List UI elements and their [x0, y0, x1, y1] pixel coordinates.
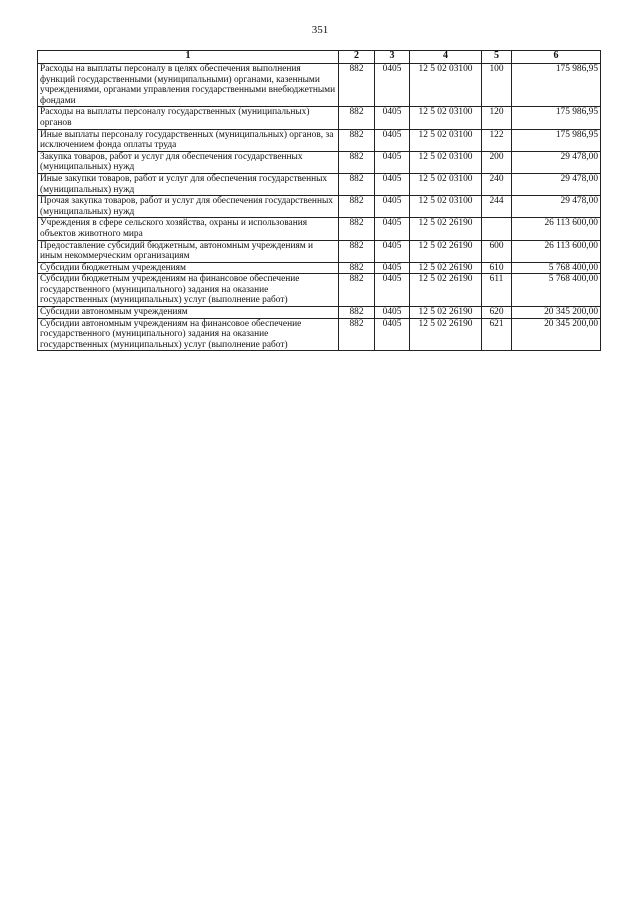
table-row [38, 173, 601, 195]
row-type-cell: 240 [482, 173, 512, 195]
row-amount-cell: 5 768 400,00 [512, 262, 601, 274]
row-type-cell: 122 [482, 129, 512, 151]
row-section-cell: 0405 [375, 151, 410, 173]
row-code-cell: 882 [339, 274, 375, 307]
row-target-cell: 12 5 02 03100 [410, 196, 482, 218]
table-header-row [38, 51, 601, 64]
row-target-cell: 12 5 02 26190 [410, 307, 482, 319]
row-section-cell: 0405 [375, 318, 410, 351]
row-code-cell: 882 [339, 318, 375, 351]
row-target-cell: 12 5 02 03100 [410, 173, 482, 195]
row-name-cell: Субсидии автономным учреждениям [38, 307, 339, 319]
table-row [38, 64, 601, 107]
table-row [38, 262, 601, 274]
row-type-cell: 244 [482, 196, 512, 218]
row-name-cell: Иные закупки товаров, работ и услуг для обеспечения государственных (муниципальных) нужд [38, 173, 339, 195]
row-name-cell: Учреждения в сфере сельского хозяйства, охраны и использования объектов животного мира [38, 218, 339, 240]
row-target-cell: 12 5 02 03100 [410, 129, 482, 151]
row-amount-cell: 20 345 200,00 [512, 318, 601, 351]
table-row [38, 218, 601, 240]
row-type-cell: 611 [482, 274, 512, 307]
row-amount-cell: 26 113 600,00 [512, 218, 601, 240]
row-target-cell: 12 5 02 26190 [410, 218, 482, 240]
row-amount-cell: 26 113 600,00 [512, 240, 601, 262]
table-row [38, 318, 601, 351]
row-section-cell: 0405 [375, 307, 410, 319]
table-body [38, 64, 601, 351]
row-code-cell: 882 [339, 64, 375, 107]
column-header: 3 [375, 51, 410, 64]
page-number: 351 [311, 24, 329, 36]
row-section-cell: 0405 [375, 196, 410, 218]
row-target-cell: 12 5 02 03100 [410, 151, 482, 173]
row-section-cell: 0405 [375, 274, 410, 307]
column-header: 1 [38, 51, 339, 64]
row-code-cell: 882 [339, 129, 375, 151]
row-code-cell: 882 [339, 262, 375, 274]
row-target-cell: 12 5 02 03100 [410, 107, 482, 129]
row-target-cell: 12 5 02 26190 [410, 262, 482, 274]
row-name-cell: Расходы на выплаты персоналу государственных (муниципальных) органов [38, 107, 339, 129]
row-type-cell: 621 [482, 318, 512, 351]
row-name-cell: Расходы на выплаты персоналу в целях обеспечения выполнения функций государственными (муниципальными) органами, казенными учреждениями, органами управления государственными внебюджетными фондами [38, 64, 339, 107]
row-section-cell: 0405 [375, 218, 410, 240]
row-name-cell: Закупка товаров, работ и услуг для обеспечения государственных (муниципальных) нужд [38, 151, 339, 173]
table-row [38, 129, 601, 151]
table-row [38, 307, 601, 319]
column-header: 4 [410, 51, 482, 64]
row-target-cell: 12 5 02 26190 [410, 318, 482, 351]
row-target-cell: 12 5 02 26190 [410, 240, 482, 262]
table-row [38, 240, 601, 262]
row-amount-cell: 175 986,95 [512, 129, 601, 151]
row-amount-cell: 29 478,00 [512, 196, 601, 218]
row-code-cell: 882 [339, 196, 375, 218]
row-type-cell [482, 218, 512, 240]
table-row [38, 151, 601, 173]
row-code-cell: 882 [339, 151, 375, 173]
row-type-cell: 120 [482, 107, 512, 129]
row-code-cell: 882 [339, 107, 375, 129]
row-code-cell: 882 [339, 218, 375, 240]
budget-table [37, 50, 601, 351]
column-header: 6 [512, 51, 601, 64]
row-target-cell: 12 5 02 03100 [410, 64, 482, 107]
row-amount-cell: 20 345 200,00 [512, 307, 601, 319]
row-type-cell: 610 [482, 262, 512, 274]
table-row [38, 107, 601, 129]
row-section-cell: 0405 [375, 262, 410, 274]
column-header: 2 [339, 51, 375, 64]
row-section-cell: 0405 [375, 64, 410, 107]
row-type-cell: 200 [482, 151, 512, 173]
row-code-cell: 882 [339, 240, 375, 262]
row-name-cell: Субсидии автономным учреждениям на финансовое обеспечение государственного (муниципального) задания на оказание государственных (муниципальных) услуг (выполнение работ) [38, 318, 339, 351]
row-section-cell: 0405 [375, 173, 410, 195]
column-header: 5 [482, 51, 512, 64]
table-row [38, 196, 601, 218]
row-type-cell: 100 [482, 64, 512, 107]
row-amount-cell: 175 986,95 [512, 107, 601, 129]
row-section-cell: 0405 [375, 240, 410, 262]
row-type-cell: 620 [482, 307, 512, 319]
row-code-cell: 882 [339, 307, 375, 319]
row-name-cell: Прочая закупка товаров, работ и услуг для обеспечения государственных (муниципальных) нужд [38, 196, 339, 218]
row-name-cell: Субсидии бюджетным учреждениям [38, 262, 339, 274]
row-code-cell: 882 [339, 173, 375, 195]
row-amount-cell: 175 986,95 [512, 64, 601, 107]
row-name-cell: Субсидии бюджетным учреждениям на финансовое обеспечение государственного (муниципального) задания на оказание государственных (муниципальных) услуг (выполнение работ) [38, 274, 339, 307]
row-name-cell: Иные выплаты персоналу государственных (муниципальных) органов, за исключением фонда оплаты труда [38, 129, 339, 151]
row-target-cell: 12 5 02 26190 [410, 274, 482, 307]
row-amount-cell: 29 478,00 [512, 151, 601, 173]
row-type-cell: 600 [482, 240, 512, 262]
row-amount-cell: 29 478,00 [512, 173, 601, 195]
row-section-cell: 0405 [375, 107, 410, 129]
row-amount-cell: 5 768 400,00 [512, 274, 601, 307]
table-row [38, 274, 601, 307]
row-name-cell: Предоставление субсидий бюджетным, автономным учреждениям и иным некоммерческим организациям [38, 240, 339, 262]
row-section-cell: 0405 [375, 129, 410, 151]
